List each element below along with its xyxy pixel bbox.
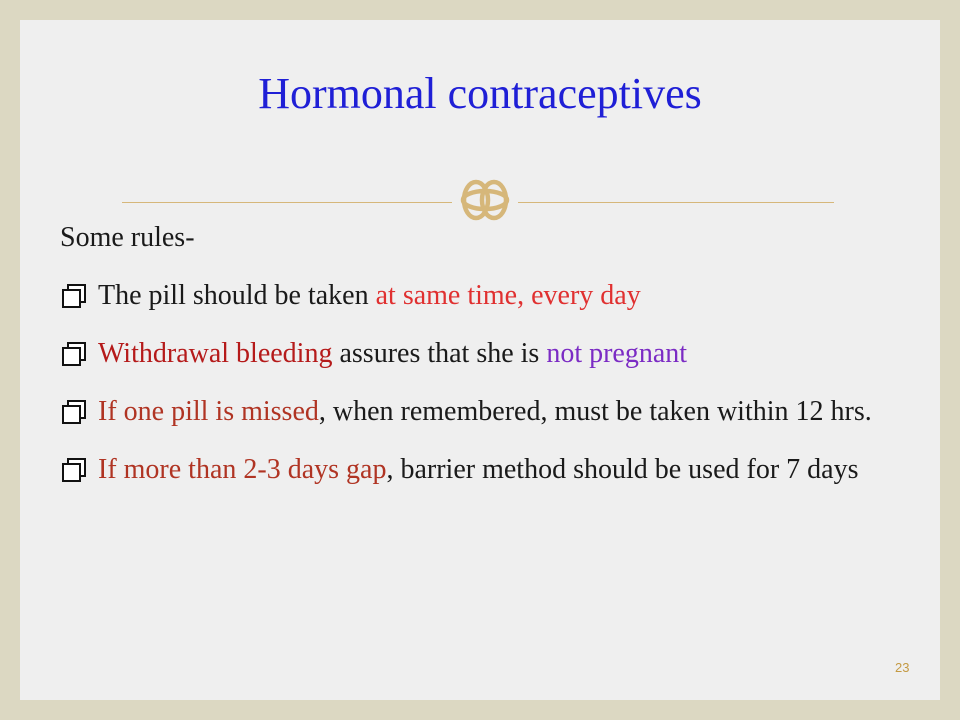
bullet-item — [60, 394, 920, 430]
intro-text: Some rules- — [60, 222, 195, 253]
bullet-text: , barrier method should be used for 7 days — [386, 454, 859, 485]
checkbox-icon — [62, 342, 86, 366]
checkbox-icon — [62, 400, 86, 424]
ornament-icon — [452, 176, 518, 224]
bullet-item — [60, 336, 920, 372]
content-area — [60, 220, 920, 510]
bullet-highlight: Withdrawal bleeding — [98, 338, 333, 369]
slide-title: Hormonal contraceptives — [258, 69, 702, 118]
page-number: 23 — [895, 660, 910, 675]
checkbox-icon — [62, 284, 86, 308]
bullet-item — [60, 452, 920, 488]
bullet-text: The pill should be taken — [98, 280, 376, 311]
bullet-text: , when remembered, must be taken within 12 hrs. — [318, 396, 872, 427]
divider-line-right — [518, 202, 834, 203]
bullet-highlight: If more than 2-3 days gap — [98, 454, 387, 485]
divider-line-left — [122, 202, 452, 203]
bullet-text: assures that she is — [332, 338, 547, 369]
bullet-highlight: at same time, every day — [375, 280, 641, 311]
bullet-highlight-purple: not pregnant — [546, 338, 688, 369]
checkbox-icon — [62, 458, 86, 482]
bullet-highlight: If one pill is missed — [98, 396, 319, 427]
bullet-item — [60, 278, 920, 314]
